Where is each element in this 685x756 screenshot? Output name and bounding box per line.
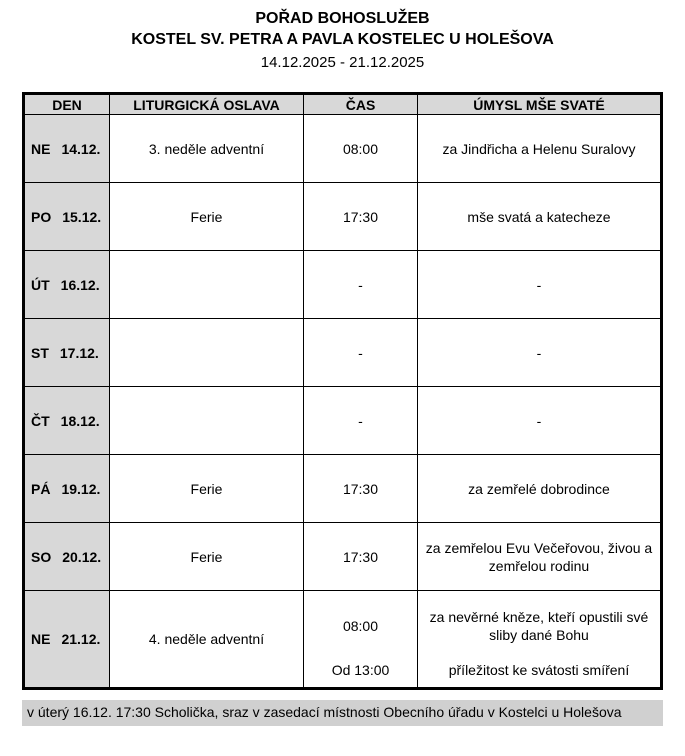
- intention-value: příležitost ke svátosti smíření: [448, 662, 630, 678]
- day-date: 20.12.: [62, 548, 102, 565]
- intention-cell: [418, 183, 660, 250]
- time-value: -: [358, 412, 363, 429]
- day-abbr: SO: [31, 548, 52, 565]
- day-date: 16.12.: [60, 276, 100, 293]
- intention-cell: [418, 251, 660, 318]
- day-date: 17.12.: [59, 344, 99, 361]
- day-cell: [25, 591, 110, 687]
- footer-note: v úterý 16.12. 17:30 Scholička, sraz v zasedací místnosti Obecního úřadu v Kostelci u Holešova: [22, 700, 663, 726]
- table-row: [25, 251, 660, 319]
- column-header-liturgicka-oslava: LITURGICKÁ OSLAVA: [110, 95, 304, 114]
- document-header: [0, 0, 685, 74]
- day-abbr: ČT: [31, 412, 50, 429]
- time-value: 08:00: [342, 618, 379, 634]
- day-date: 14.12.: [61, 140, 101, 157]
- celebration-cell: 4. neděle adventní: [110, 591, 304, 687]
- celebration-cell: Ferie: [110, 455, 304, 522]
- table-row: [25, 591, 660, 687]
- intention-value: -: [536, 344, 542, 361]
- day-cell: [25, 115, 110, 182]
- time-cell: [304, 183, 418, 250]
- celebration-cell: Ferie: [110, 523, 304, 590]
- table-row: [25, 455, 660, 523]
- table-row: [25, 115, 660, 183]
- intention-value: -: [536, 412, 542, 429]
- intention-value: -: [536, 276, 542, 293]
- day-cell: [25, 319, 110, 386]
- date-range: 14.12.2025 - 21.12.2025: [260, 54, 425, 71]
- church-name: KOSTEL SV. PETRA A PAVLA KOSTELEC U HOLEŠOVA: [131, 31, 554, 48]
- time-value: Od 13:00: [331, 662, 390, 678]
- time-cell: [304, 251, 418, 318]
- day-abbr: PO: [31, 208, 52, 225]
- day-abbr: NE: [31, 631, 51, 647]
- document-title: POŘAD BOHOSLUŽEB: [255, 10, 430, 27]
- day-date: 15.12.: [62, 208, 102, 225]
- day-date: 18.12.: [60, 412, 100, 429]
- time-cell: [304, 387, 418, 454]
- time-value: -: [358, 344, 363, 361]
- celebration-cell: [110, 319, 304, 386]
- column-header-umysl-mse-svate: ÚMYSL MŠE SVATÉ: [418, 95, 660, 114]
- day-cell: [25, 251, 110, 318]
- day-abbr: PÁ: [31, 480, 51, 497]
- time-value: 17:30: [342, 208, 379, 225]
- day-date: 21.12.: [61, 631, 101, 647]
- celebration-cell: 3. neděle adventní: [110, 115, 304, 182]
- time-cell: [304, 319, 418, 386]
- table-row: [25, 387, 660, 455]
- day-date: 19.12.: [61, 480, 101, 497]
- table-row: [25, 319, 660, 387]
- intention-cell: [418, 455, 660, 522]
- celebration-cell: [110, 387, 304, 454]
- day-cell: [25, 387, 110, 454]
- time-value: 08:00: [342, 140, 379, 157]
- celebration-cell: Ferie: [110, 183, 304, 250]
- time-cell: [304, 523, 418, 590]
- time-cell: [304, 455, 418, 522]
- intention-cell: [418, 319, 660, 386]
- time-value: 17:30: [342, 548, 379, 565]
- day-cell: [25, 455, 110, 522]
- time-value: -: [358, 276, 363, 293]
- time-cell: [304, 115, 418, 182]
- intention-value: za zemřelou Evu Večeřovou, živou a zemřelou rodinu: [425, 539, 653, 574]
- day-abbr: ST: [31, 344, 49, 361]
- day-cell: [25, 523, 110, 590]
- intention-value: za nevěrné kněze, kteří opustili své sliby dané Bohu: [429, 609, 649, 643]
- day-cell: [25, 183, 110, 250]
- intention-cell: [418, 523, 660, 590]
- schedule-table: [22, 92, 663, 690]
- intention-cell: [418, 591, 660, 687]
- table-row: [25, 183, 660, 251]
- celebration-cell: [110, 251, 304, 318]
- intention-cell: [418, 387, 660, 454]
- day-abbr: NE: [31, 140, 51, 157]
- intention-value: mše svatá a katecheze: [467, 208, 611, 225]
- intention-value: za Jindřicha a Helenu Suralovy: [442, 140, 636, 157]
- table-row: [25, 523, 660, 591]
- table-header-row: [25, 95, 660, 115]
- day-abbr: ÚT: [31, 276, 50, 293]
- intention-cell: [418, 115, 660, 182]
- time-value: 17:30: [342, 480, 379, 497]
- time-cell: [304, 591, 418, 687]
- intention-value: za zemřelé dobrodince: [468, 480, 610, 497]
- column-header-den: DEN: [25, 95, 110, 114]
- column-header-cas: ČAS: [304, 95, 418, 114]
